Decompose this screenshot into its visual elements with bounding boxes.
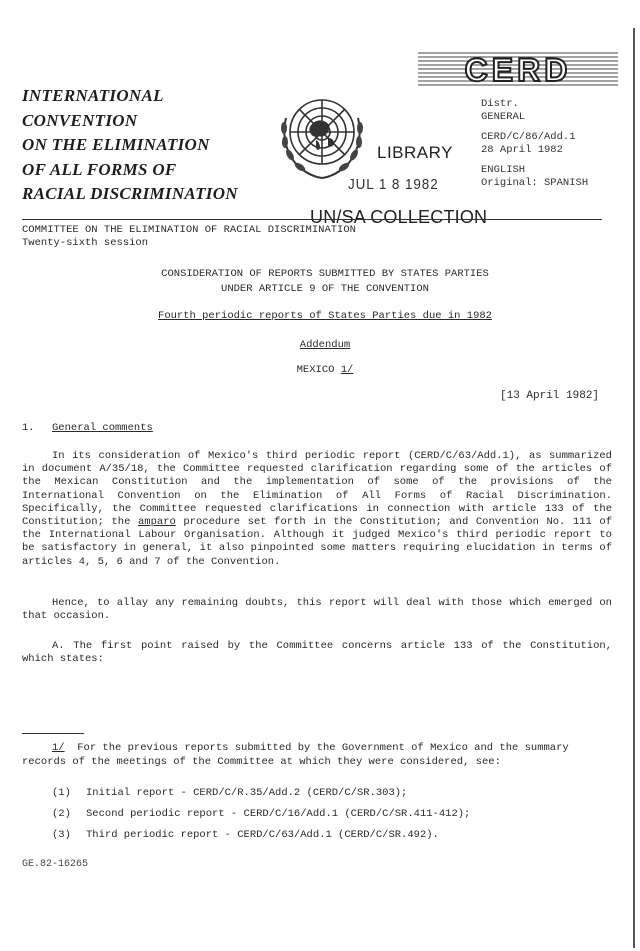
agenda-title-line-2: UNDER ARTICLE 9 OF THE CONVENTION — [221, 283, 429, 295]
svg-text:CERD: CERD — [464, 52, 572, 88]
amparo-term: amparo — [137, 516, 176, 529]
report-subtitle: Fourth periodic reports of States Parties due in 1982 — [158, 310, 492, 322]
country-heading — [0, 364, 640, 376]
committee-session: Twenty-sixth session — [22, 237, 149, 249]
footnote-mark: 1/ — [52, 742, 65, 754]
distribution-block — [481, 98, 588, 190]
reference-list — [52, 787, 470, 850]
paragraph-2 — [22, 597, 612, 623]
footnote-reference: 1/ — [340, 364, 354, 376]
paragraph-3-text: A. The first point raised by the Committee concerns article 133 of the Constitution, which states: — [22, 640, 612, 666]
page-edge-border — [633, 28, 635, 948]
paragraph-2-text: Hence, to allay any remaining doubts, this report will deal with those which emerged on that occasion. — [22, 597, 612, 623]
convention-title — [22, 84, 238, 207]
distr-value: GENERAL — [481, 111, 526, 123]
committee-name: COMMITTEE ON THE ELIMINATION OF RACIAL DISCRIMINATION — [22, 224, 356, 236]
paragraph-3 — [22, 640, 612, 666]
cerd-logo — [418, 50, 618, 90]
convention-title-line: RACIAL DISCRIMINATION — [22, 184, 238, 203]
reference-item — [52, 808, 470, 829]
reference-number: (2) — [52, 808, 71, 820]
section-number: 1. — [22, 422, 35, 434]
reference-text: Initial report - CERD/C/R.35/Add.2 (CERD/C/SR.303); — [86, 787, 408, 799]
country-name: MEXICO — [296, 364, 335, 376]
convention-title-line: OF ALL FORMS OF — [22, 159, 177, 179]
document-date: 28 April 1982 — [481, 144, 563, 156]
reference-item — [52, 787, 470, 808]
reference-text: Third periodic report - CERD/C/63/Add.1 (CERD/C/SR.492). — [86, 829, 439, 841]
paragraph-1 — [22, 450, 612, 569]
report-date: [13 April 1982] — [500, 390, 600, 402]
addendum-label: Addendum — [299, 339, 351, 351]
library-stamp-date: JUL 1 8 1982 — [348, 176, 439, 193]
collection-stamp: UN/SA COLLECTION — [310, 207, 488, 227]
reference-number: (1) — [52, 787, 71, 799]
convention-title-line: ON THE ELIMINATION — [22, 135, 210, 154]
agenda-title-line-1: CONSIDERATION OF REPORTS SUBMITTED BY STATES PARTIES — [161, 268, 489, 280]
convention-title-line: INTERNATIONAL — [22, 86, 164, 105]
section-title: General comments — [52, 422, 153, 434]
un-emblem-icon — [272, 88, 372, 188]
original-language: Original: SPANISH — [481, 177, 589, 189]
document-language: ENGLISH — [481, 164, 526, 176]
document-number: GE.82-16265 — [22, 859, 89, 870]
reference-item — [52, 829, 470, 850]
agenda-title — [0, 267, 640, 297]
committee-block — [22, 224, 356, 250]
paragraph-1-text-cont: procedure set forth in the Constitution; and Convention No. 111 of the International Labour Organisation. Although it judged Mexico's third periodic report to be satisfactory in general, it also pinpointed some matters requiring elucidation in terms of articles 4, 5, 6 and 7 of the Convention. — [22, 516, 613, 568]
footnote — [22, 741, 612, 769]
footnote-text: For the previous reports submitted by the Government of Mexico and the summary records of the meetings of the Committee at which they were considered, see: — [22, 742, 569, 768]
library-stamp: LIBRARY — [377, 143, 453, 162]
document-symbol: CERD/C/86/Add.1 — [481, 131, 576, 143]
distr-label: Distr. — [481, 98, 519, 110]
footnote-divider — [22, 733, 84, 734]
reference-text: Second periodic report - CERD/C/16/Add.1 (CERD/C/SR.411-412); — [86, 808, 471, 820]
reference-number: (3) — [52, 829, 71, 841]
header-divider — [22, 219, 602, 220]
paragraph-1-text: In its consideration of Mexico's third periodic report (CERD/C/63/Add.1), as summarized in document A/35/18, the Committee requested clarification regarding some of the articles of the Mexican Constitution and the implementation of some of the provisions of the International Convention on the Elimination of All Forms of Racial Discrimination. Specifically, the Committee requested clarifications in connection with article 133 of the Constitution; the — [22, 450, 612, 529]
convention-title-line: CONVENTION — [22, 110, 138, 130]
